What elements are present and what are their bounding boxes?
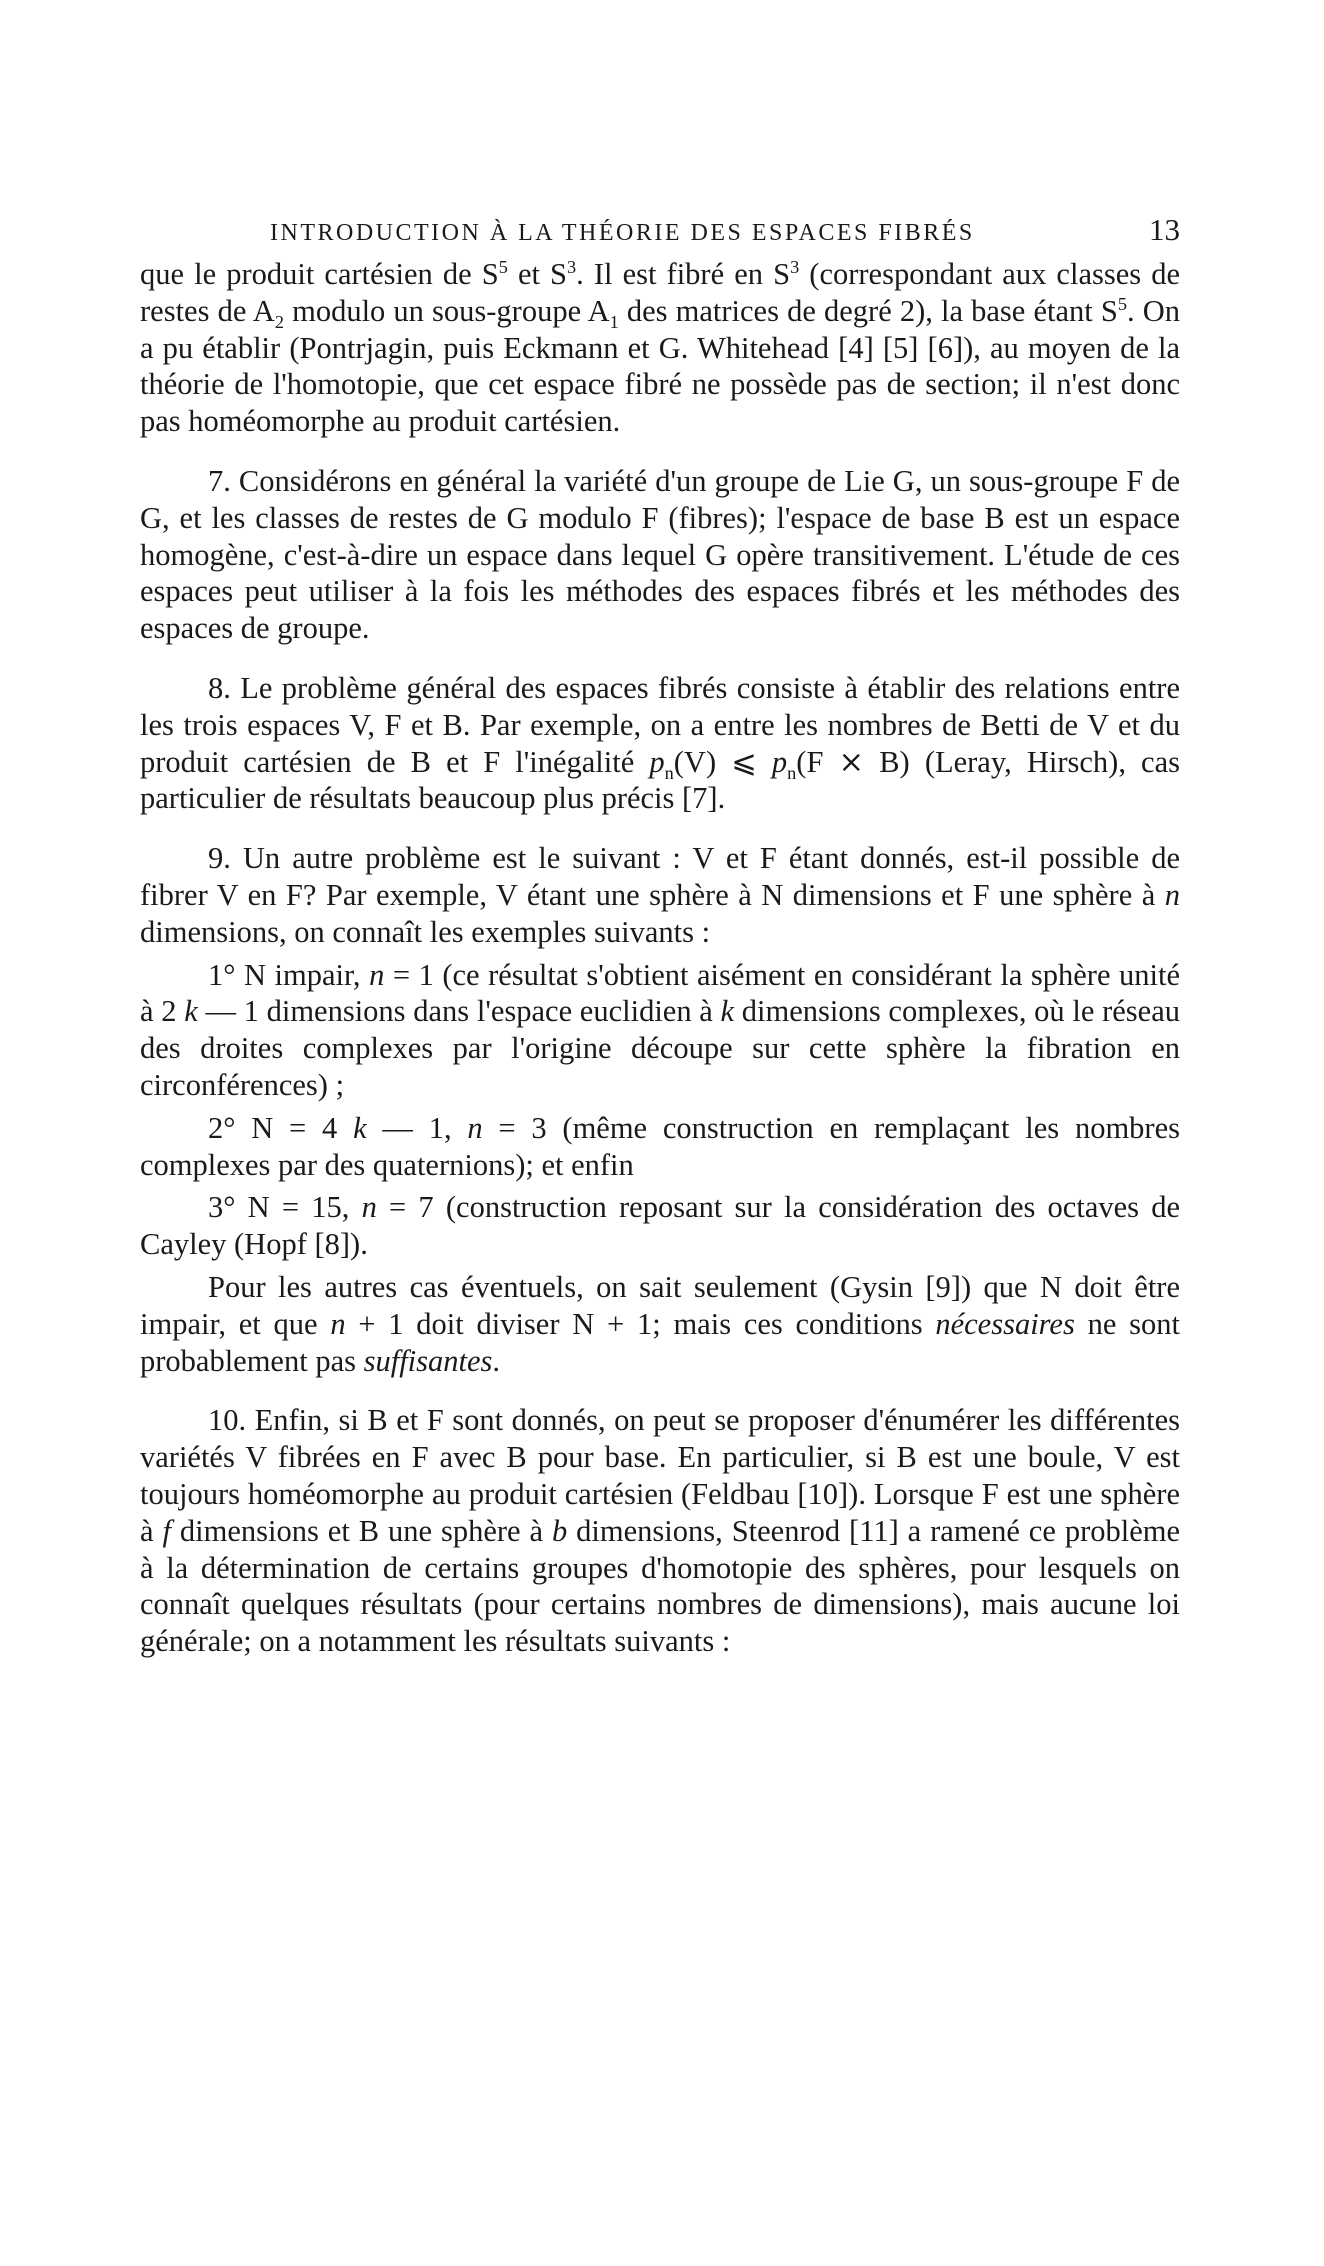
book-page [140, 212, 1180, 1660]
paragraph-8: 8. Le problème général des espaces fibrés consiste à établir des relations entre les trois espaces V, F et B. Par exemple, on a entre les nombres de Betti de V et du produit cartésien de B et F l'inégalité $p_n(V)$ ⩽ $p_n(F$ ⨯ B) (Leray, Hirsch), cas particulier de résultats beaucoup plus précis [7]. [140, 670, 1180, 816]
body-text [140, 256, 1180, 1660]
running-title: INTRODUCTION À LA THÉORIE DES ESPACES FIBRÉS [270, 220, 975, 246]
paragraph-continuation: que le produit cartésien de $S^5$ et $S^3$. Il est fibré en $S^3$ (correspondant aux classes de restes de $A_2$ modulo un sous-groupe $A_1$ des matrices de degré 2), la base étant $S^5$. On a pu établir (Pontrjagin, puis Eckmann et G. Whitehead [4] [5] [6]), au moyen de la théorie de l'homotopie, que cet espace fibré ne possède pas de section; il n'est donc pas homéomorphe au produit cartésien. [140, 256, 1180, 439]
paragraph-9: 9. Un autre problème est le suivant : V et F étant donnés, est-il possible de fibrer V en F? Par exemple, V étant une sphère à N dimensions et F une sphère à n dimensions, on connaît les exemples suivants : [140, 841, 1180, 949]
page-number: 13 [1149, 212, 1180, 247]
case-1: 1° N impair, n = 1 (ce résultat s'obtient aisément en considérant la sphère unité à 2 k — 1 dimensions dans l'espace euclidien à k dimensions complexes, où le réseau des droites complexes par l'origine découpe sur cette sphère la fibration en circonférences) ; [140, 957, 1181, 1102]
paragraph-7: 7. Considérons en général la variété d'un groupe de Lie G, un sous-groupe F de G, et les classes de restes de G modulo F (fibres); l'espace de base B est un espace homogène, c'est-à-dire un espace dans lequel G opère transitivement. L'étude de ces espaces peut utiliser à la fois les méthodes des espaces fibrés et les méthodes des espaces de groupe. [140, 463, 1180, 646]
case-3: 3° N = 15, n = 7 (construction reposant sur la considération des octaves de Cayley (Hopf [8]). [140, 1190, 1180, 1262]
paragraph-other-cases: Pour les autres cas éventuels, on sait seulement (Gysin [9]) que N doit être impair, et que n + 1 doit diviser N + 1; mais ces conditions nécessaires ne sont probablement pas suffisantes. [140, 1269, 1180, 1378]
running-head [270, 212, 1180, 256]
case-2: 2° N = 4 k — 1, n = 3 (même construction en remplaçant les nombres complexes par des quaternions); et enfin [140, 1110, 1180, 1182]
paragraph-10: 10. Enfin, si B et F sont donnés, on peut se proposer d'énumérer les différentes variétés V fibrées en F avec B pour base. En particulier, si B est une boule, V est toujours homéomorphe au produit cartésien (Feldbau [10]). Lorsque F est une sphère à f dimensions et B une sphère à b dimensions, Steenrod [11] a ramené ce problème à la détermination de certains groupes d'homotopie des sphères, pour lesquels on connaît quelques résultats (pour certains nombres de dimensions), mais aucune loi générale; on a notamment les résultats suivants : [140, 1403, 1180, 1659]
